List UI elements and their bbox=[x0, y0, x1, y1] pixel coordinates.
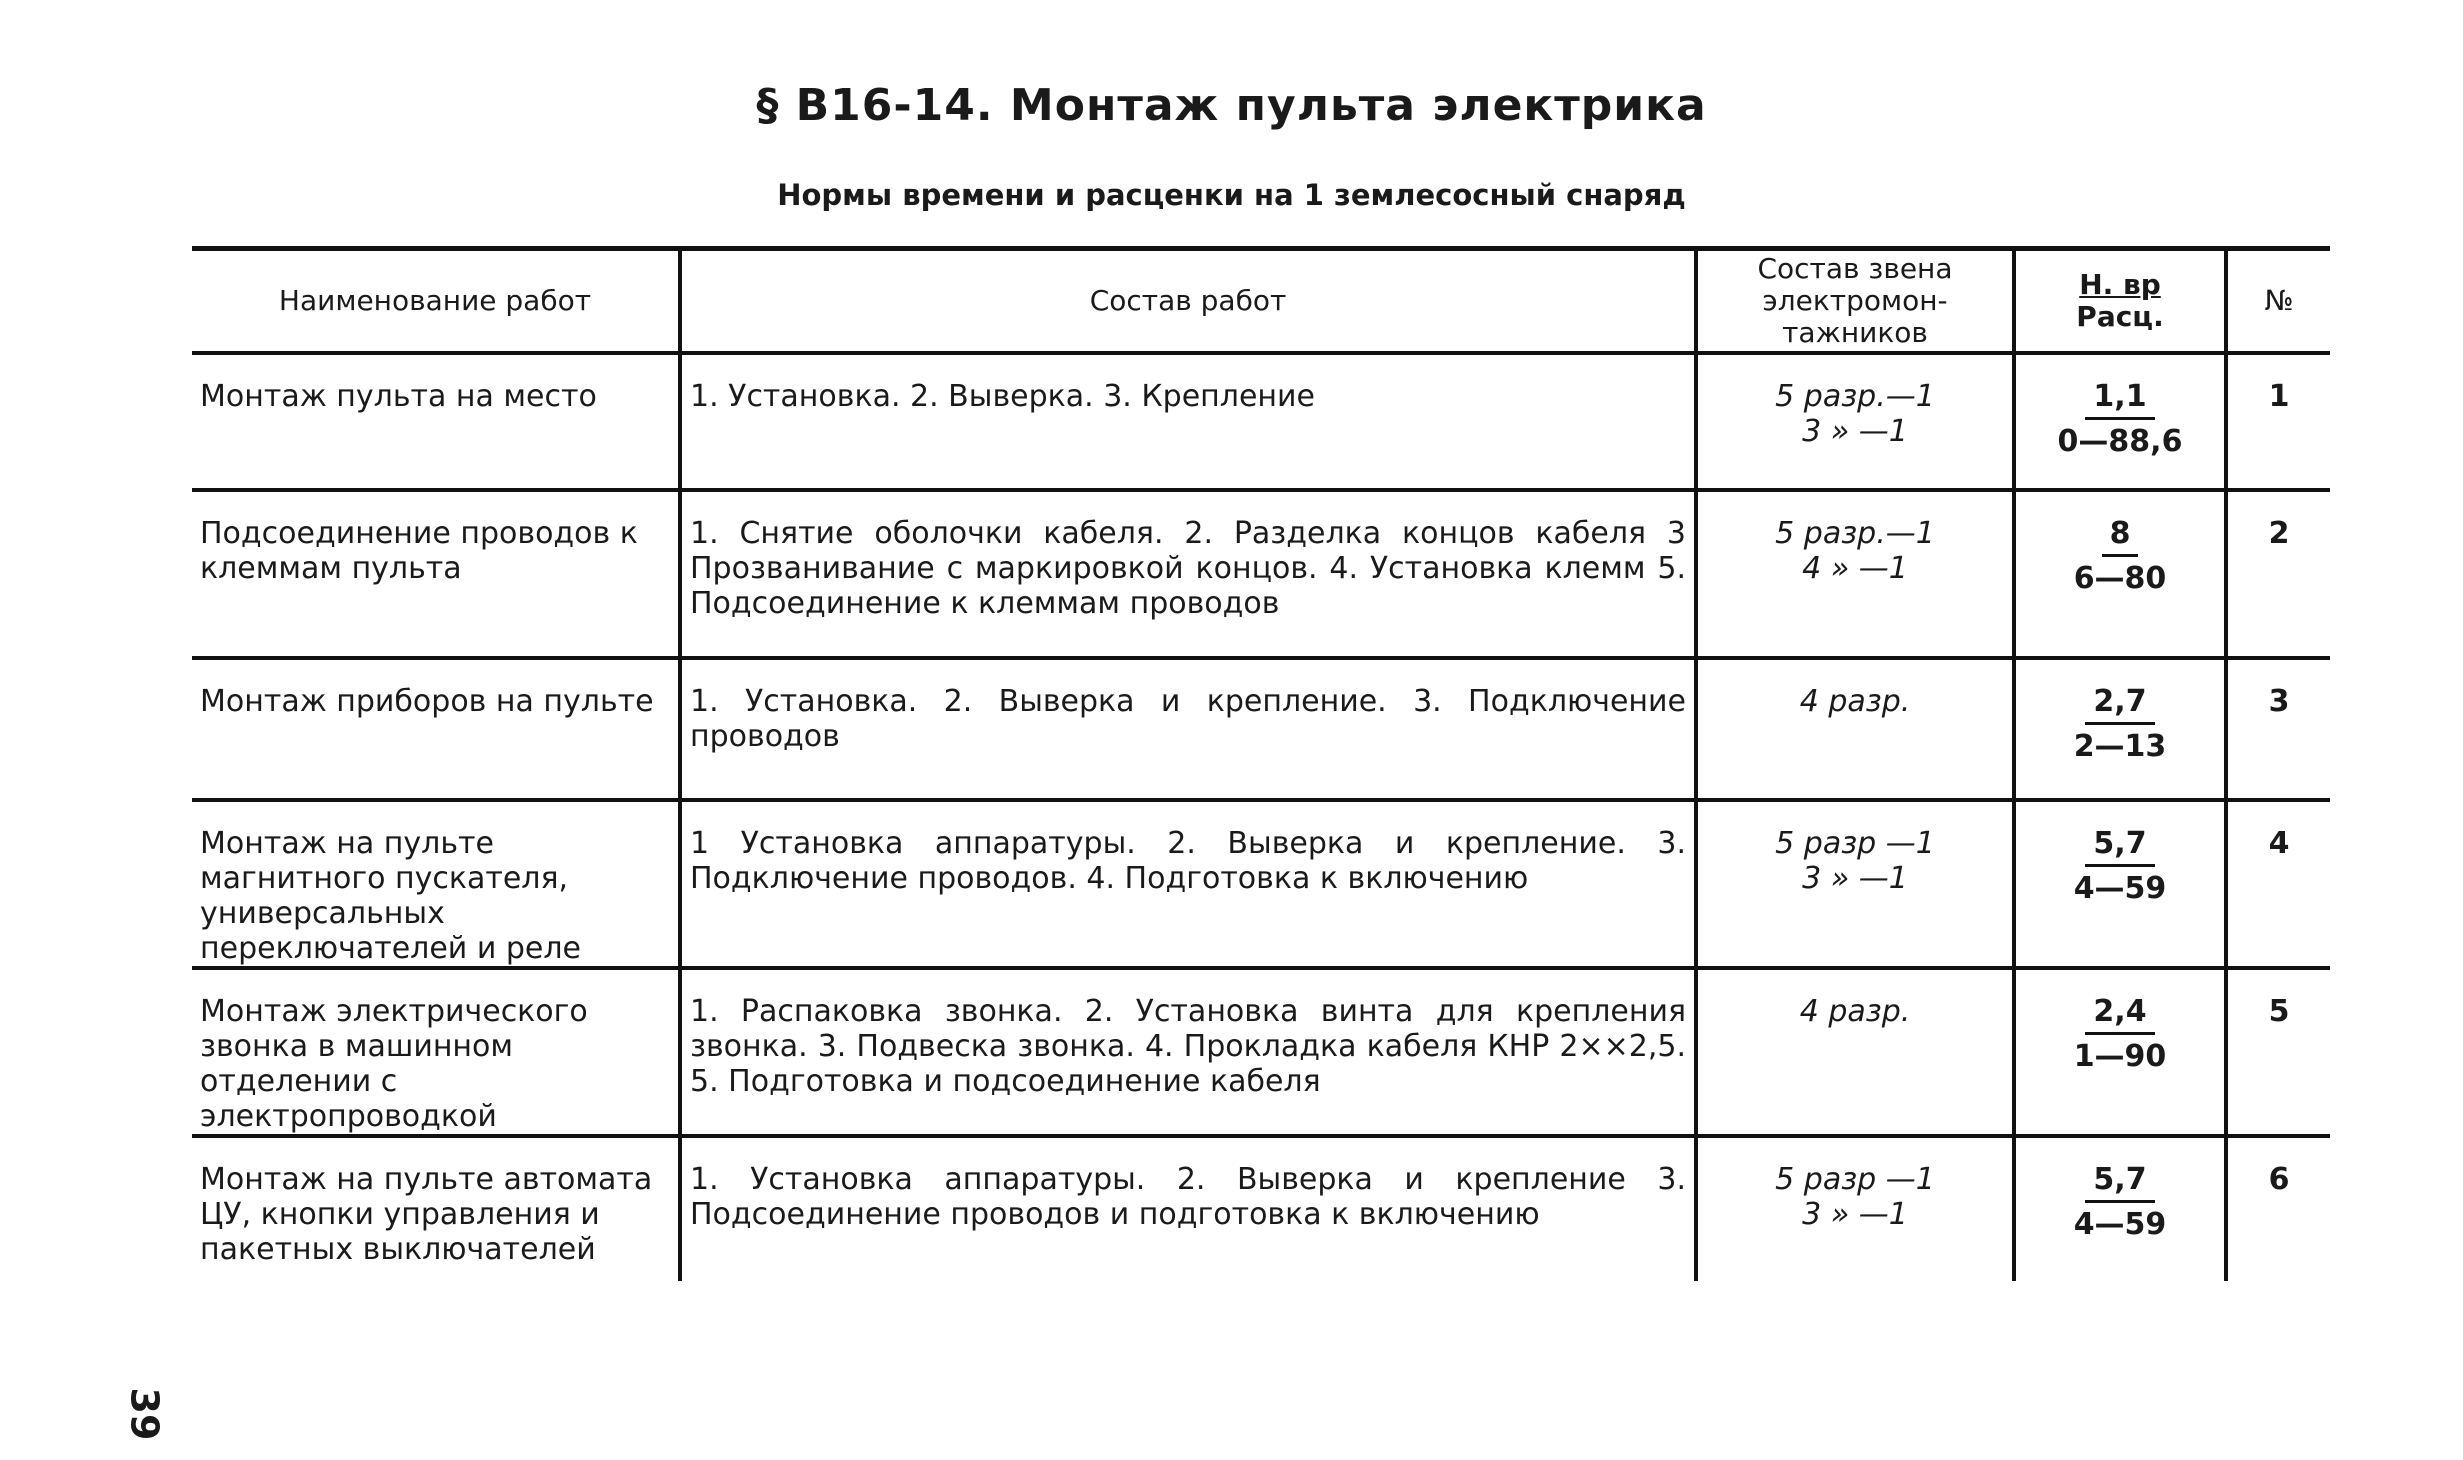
row-norm bbox=[2014, 353, 2226, 490]
row-norm bbox=[2014, 658, 2226, 800]
header-norm-fraction bbox=[2076, 269, 2163, 333]
header-num: № bbox=[2226, 249, 2330, 354]
row-crew bbox=[1696, 490, 2014, 658]
row-number: 1 bbox=[2226, 353, 2330, 490]
row-name: Монтаж на пульте магнитного пускателя, универсальных переключателей и реле bbox=[192, 800, 680, 968]
norm-time: 5,7 bbox=[2085, 826, 2154, 867]
norm-rate: 6—80 bbox=[2073, 561, 2167, 596]
header-works: Состав работ bbox=[680, 249, 1696, 354]
row-norm bbox=[2014, 490, 2226, 658]
row-crew bbox=[1696, 658, 2014, 800]
section-title: § В16-14. Монтаж пульта электрика bbox=[756, 80, 1707, 131]
row-name: Монтаж на пульте автомата ЦУ, кнопки управления и пакетных выключателей bbox=[192, 1136, 680, 1281]
row-works: 1. Снятие оболочки кабеля. 2. Разделка концов кабеля 3 Прозванивание с маркировкой концов. 4. Установка клемм 5. Подсоединение к клеммам проводов bbox=[680, 490, 1696, 658]
table-row bbox=[192, 1136, 2330, 1281]
table-subtitle: Нормы времени и расценки на 1 землесосный снаряд bbox=[777, 178, 1686, 212]
crew-line: 5 разр —1 bbox=[1775, 1162, 1935, 1197]
row-crew bbox=[1696, 1136, 2014, 1281]
row-norm bbox=[2014, 968, 2226, 1136]
row-crew bbox=[1696, 800, 2014, 968]
crew-line: 5 разр —1 bbox=[1775, 826, 1935, 861]
header-name: Наименование работ bbox=[192, 249, 680, 354]
norm-fraction bbox=[2068, 516, 2172, 596]
table-row bbox=[192, 353, 2330, 490]
row-works: 1 Установка аппаратуры. 2. Выверка и крепление. 3. Подключение проводов. 4. Подготовка к включению bbox=[680, 800, 1696, 968]
norm-fraction bbox=[2068, 826, 2172, 906]
table-row bbox=[192, 490, 2330, 658]
row-number: 6 bbox=[2226, 1136, 2330, 1281]
norms-table bbox=[192, 246, 2330, 1281]
crew-line: 5 разр.—1 bbox=[1775, 379, 1935, 414]
row-works: 1. Установка аппаратуры. 2. Выверка и крепление 3. Подсоединение проводов и подготовка к включению bbox=[680, 1136, 1696, 1281]
norm-rate: 2—13 bbox=[2073, 729, 2167, 764]
crew-line: 3 » —1 bbox=[1802, 861, 1908, 896]
norm-rate: 4—59 bbox=[2073, 1207, 2167, 1242]
norm-time: 2,4 bbox=[2085, 994, 2154, 1035]
crew-line: 5 разр.—1 bbox=[1775, 516, 1935, 551]
row-works: 1. Установка. 2. Выверка и крепление. 3. Подключение проводов bbox=[680, 658, 1696, 800]
norm-fraction bbox=[2058, 379, 2183, 459]
norm-time: 5,7 bbox=[2085, 1162, 2154, 1203]
row-number: 5 bbox=[2226, 968, 2330, 1136]
row-name: Монтаж электрического звонка в машинном отделении с электропроводкой bbox=[192, 968, 680, 1136]
crew-line: 4 разр. bbox=[1799, 684, 1911, 719]
crew-line: 3 » —1 bbox=[1802, 1197, 1908, 1232]
row-works: 1. Установка. 2. Выверка. 3. Крепление bbox=[680, 353, 1696, 490]
norm-rate: 1—90 bbox=[2073, 1039, 2167, 1074]
norm-rate: 0—88,6 bbox=[2057, 424, 2183, 459]
row-name: Подсоединение проводов к клеммам пульта bbox=[192, 490, 680, 658]
norm-rate: 4—59 bbox=[2073, 871, 2167, 906]
row-name: Монтаж пульта на место bbox=[200, 379, 597, 414]
table-row bbox=[192, 658, 2330, 800]
row-norm bbox=[2014, 800, 2226, 968]
norm-fraction bbox=[2068, 994, 2172, 1074]
row-name: Монтаж приборов на пульте bbox=[192, 658, 680, 800]
row-number: 2 bbox=[2226, 490, 2330, 658]
page-number: 39 bbox=[122, 1387, 167, 1441]
crew-line: 3 » —1 bbox=[1802, 414, 1908, 449]
row-norm bbox=[2014, 1136, 2226, 1281]
crew-line: 4 » —1 bbox=[1802, 551, 1908, 586]
row-works: 1. Распаковка звонка. 2. Установка винта для крепления звонка. 3. Подвеска звонка. 4. Прокладка кабеля КНР 2××2,5. 5. Подготовка и подсоединение кабеля bbox=[680, 968, 1696, 1136]
norm-time: 2,7 bbox=[2085, 684, 2154, 725]
row-crew bbox=[1696, 968, 2014, 1136]
crew-line: 4 разр. bbox=[1799, 994, 1911, 1029]
header-crew: Состав звена электромон-тажников bbox=[1696, 249, 2014, 354]
row-number: 4 bbox=[2226, 800, 2330, 968]
norm-time: 8 bbox=[2102, 516, 2139, 557]
norm-fraction bbox=[2068, 684, 2172, 764]
table-row bbox=[192, 968, 2330, 1136]
header-norm bbox=[2014, 249, 2226, 354]
norm-fraction bbox=[2068, 1162, 2172, 1242]
row-crew bbox=[1696, 353, 2014, 490]
header-norm-time: Н. вр bbox=[2079, 268, 2161, 301]
row-number: 3 bbox=[2226, 658, 2330, 800]
norm-time: 1,1 bbox=[2085, 379, 2154, 420]
header-norm-rate: Расц. bbox=[2076, 300, 2164, 333]
table-header-row bbox=[192, 249, 2330, 354]
table-row bbox=[192, 800, 2330, 968]
